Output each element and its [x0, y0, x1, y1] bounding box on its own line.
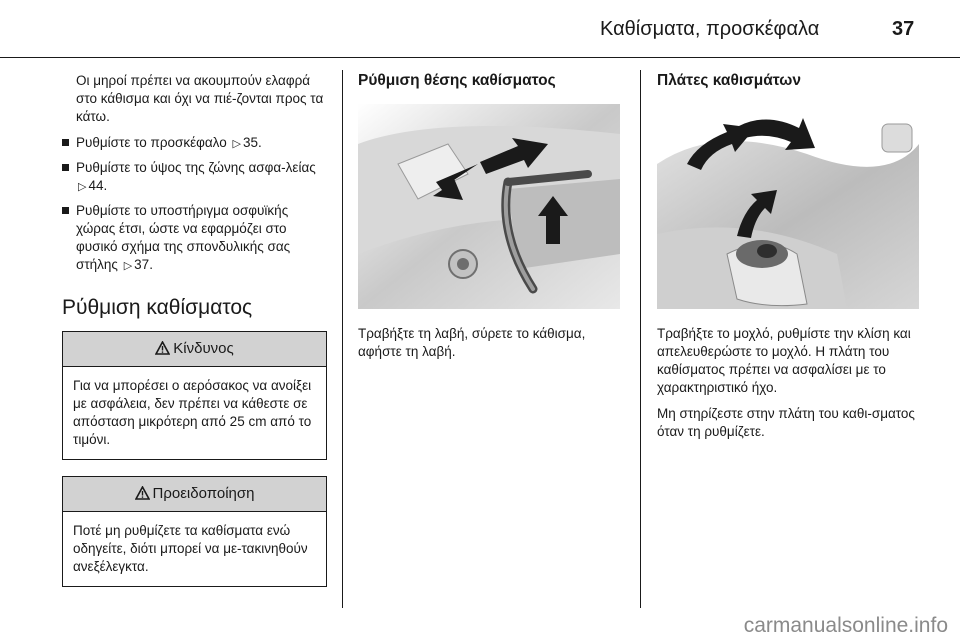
- seat-backrest-caption: Τραβήξτε το μοχλό, ρυθμίστε την κλίση και απελευθερώστε το μοχλό. Η πλάτη του καθίσματος πρέπει να ασφαλίσει με το χαρακτηριστικό ήχο.: [657, 326, 911, 395]
- seat-position-illustration: [358, 104, 620, 309]
- column-3: [657, 72, 929, 441]
- warning-box-body: Ποτέ μη ρυθμίζετε τα καθίσματα ενώ οδηγείτε, διότι μπορεί να με-τακινηθούν ανεξέλεγκτα.: [73, 523, 308, 574]
- column-1: [62, 72, 327, 603]
- bullet-item: [62, 134, 327, 153]
- danger-box-header: [63, 332, 326, 367]
- square-bullet-icon: [62, 139, 69, 146]
- square-bullet-icon: [62, 164, 69, 171]
- warning-triangle-icon: [155, 341, 170, 355]
- bullet-item: [62, 202, 327, 275]
- intro-text: Οι μηροί πρέπει να ακουμπούν ελαφρά στο κάθισμα και όχι να πιέ-ζονται προς τα κάτω.: [76, 73, 324, 124]
- danger-box: [62, 331, 327, 460]
- column-2: [358, 72, 628, 361]
- warning-box-title: Προειδοποίηση: [152, 485, 255, 502]
- backrest-lever-drawing: [657, 104, 919, 309]
- header-rule: [0, 57, 960, 58]
- seat-backrest-heading: Πλάτες καθισμάτων: [657, 72, 801, 89]
- seat-backrest-caption-2: Μη στηρίζεστε στην πλάτη του καθι-σματος όταν τη ρυθμίζετε.: [657, 406, 915, 439]
- page-ref[interactable]: 37.: [134, 257, 153, 272]
- seat-position-heading: Ρύθμιση θέσης καθίσματος: [358, 72, 556, 89]
- page-reference-icon: ▷: [232, 138, 241, 150]
- seat-position-caption: Τραβήξτε τη λαβή, σύρετε το κάθισμα, αφήστε τη λαβή.: [358, 326, 586, 359]
- column-divider-left: [342, 70, 343, 608]
- column-divider-right: [640, 70, 641, 608]
- header-title: Καθίσματα, προσκέφαλα: [600, 18, 820, 40]
- bullet-text: Ρυθμίστε το υποστήριγμα οσφυϊκής χώρας έτσι, ώστε να εφαρμόζει στο φυσικό σχήμα της σπονδυλικής σας στήλης: [76, 203, 291, 272]
- bullet-text: Ρυθμίστε το προσκέφαλο: [76, 135, 227, 150]
- bullet-item: [62, 159, 327, 196]
- page-number: 37: [892, 18, 915, 40]
- page-reference-icon: ▷: [123, 260, 133, 272]
- seat-backrest-illustration: [657, 104, 919, 309]
- warning-box-header: [63, 477, 326, 512]
- warning-triangle-icon: [135, 486, 150, 500]
- page-reference-icon: ▷: [78, 181, 87, 193]
- danger-box-title: Κίνδυνος: [173, 340, 234, 357]
- seat-slide-lever-drawing: [358, 104, 620, 309]
- danger-box-body: Για να μπορέσει ο αερόσακος να ανοίξει με ασφάλεια, δεν πρέπει να κάθεστε σε απόσταση μικρότερη από 25 cm από το τιμόνι.: [73, 378, 312, 447]
- page-ref[interactable]: 35.: [242, 135, 262, 150]
- section-heading: Ρύθμιση καθίσματος: [62, 296, 253, 319]
- bullet-text: Ρυθμίστε το ύψος της ζώνης ασφα-λείας: [76, 160, 316, 175]
- watermark: carmanualsonline.info: [743, 614, 948, 637]
- warning-box: [62, 476, 327, 587]
- page-ref[interactable]: 44.: [88, 178, 108, 193]
- square-bullet-icon: [62, 207, 69, 214]
- bullet-list: [62, 134, 327, 275]
